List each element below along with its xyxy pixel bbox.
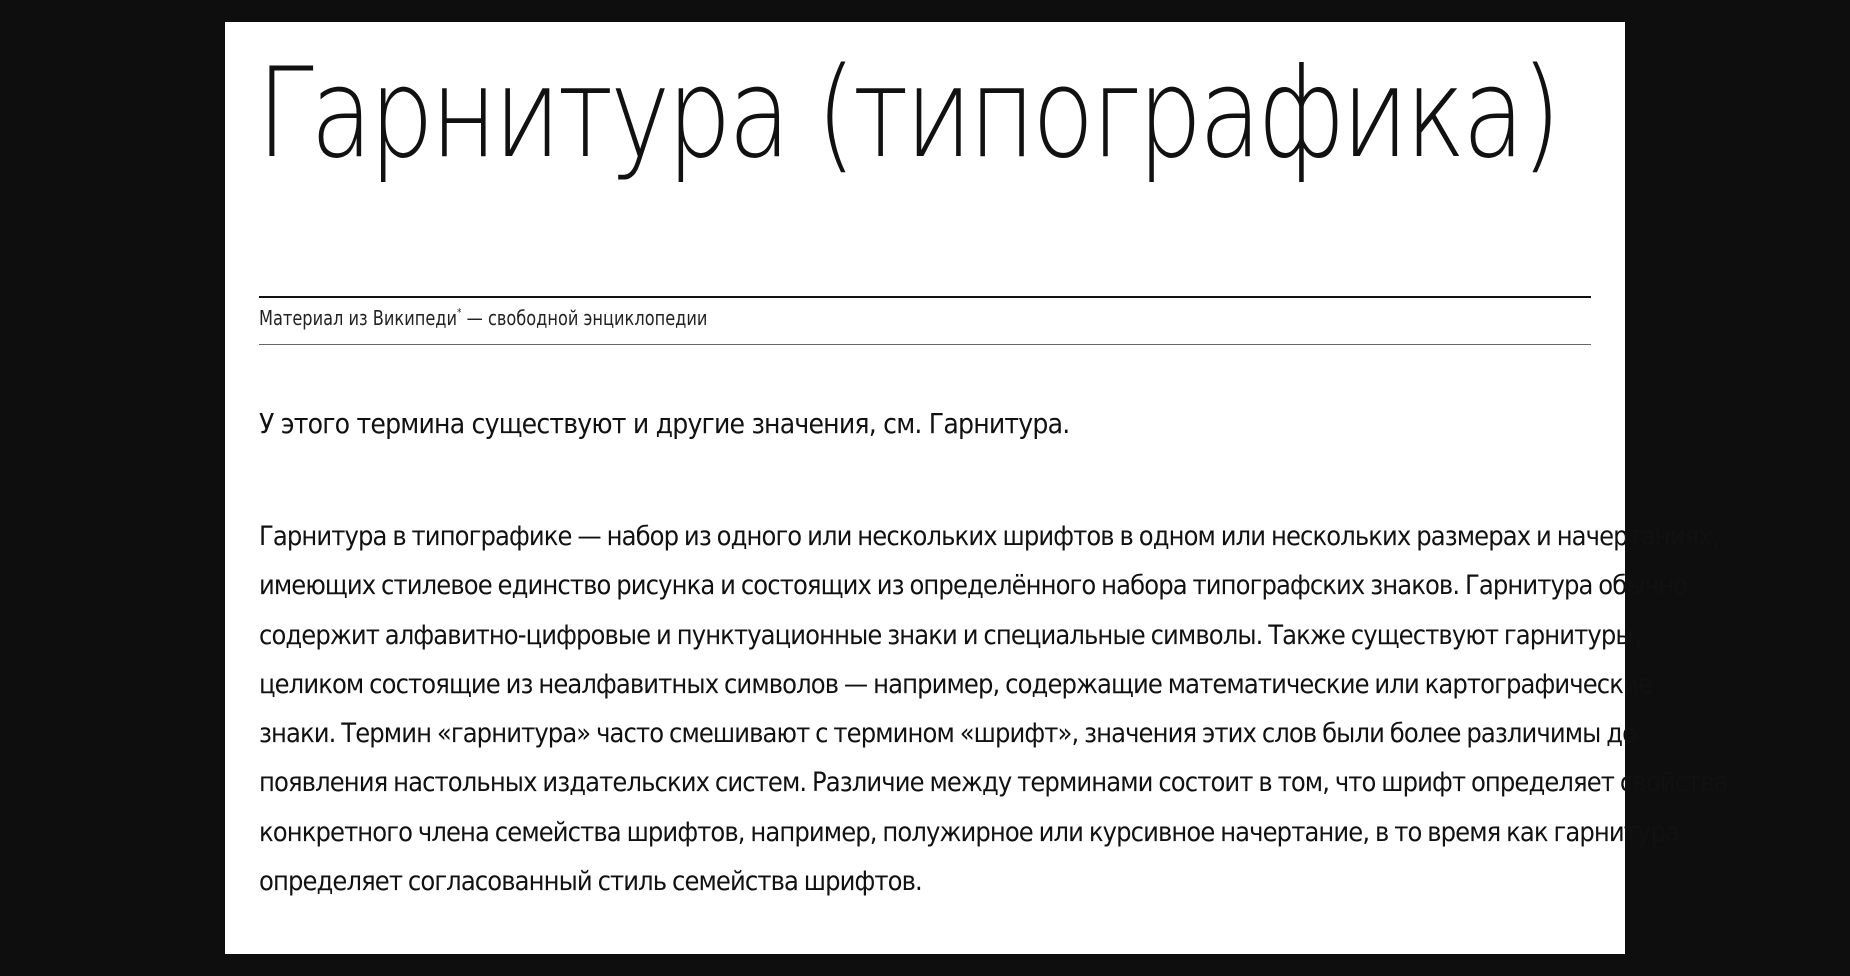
source-line [259,306,707,330]
body-line: появления настольных издательских систем. Различие между терминами состоит в том, что шрифт определяет свойства [259,767,1728,799]
title-divider [259,296,1591,298]
source-divider [259,344,1591,345]
body-line: знаки. Термин «гарнитура» часто смешивают с термином «шрифт», значения этих слов были более различимы до [259,718,1637,750]
page-title: Гарнитура (типографика) [257,42,1558,186]
source-text: Материал из Википеди [259,306,457,330]
hatnote: У этого термина существуют и другие значения, см. Гарнитура. [259,407,1070,440]
body-line: определяет согласованный стиль семейства шрифтов. [259,866,922,898]
article-body [259,512,1728,906]
body-line: Гарнитура в типографике — набор из одного или нескольких шрифтов в одном или нескольких размерах и начертаниях, [259,521,1719,552]
body-line: содержит алфавитно-цифровые и пунктуационные знаки и специальные символы. Также существуют гарнитуры, [259,619,1641,651]
body-line: конкретного члена семейства шрифтов, например, полужирное или курсивное начертание, в то время как гарнитура [259,816,1679,848]
body-line: имеющих стилевое единство рисунка и состоящих из определённого набора типографских знаков. Гарнитура обычно [259,570,1688,602]
article-page [225,22,1728,954]
body-line: целиком состоящие из неалфавитных символов — например, содержащие математические или картографические [259,668,1652,700]
source-mark: * [457,306,462,319]
source-suffix: — свободной энциклопедии [461,306,708,330]
